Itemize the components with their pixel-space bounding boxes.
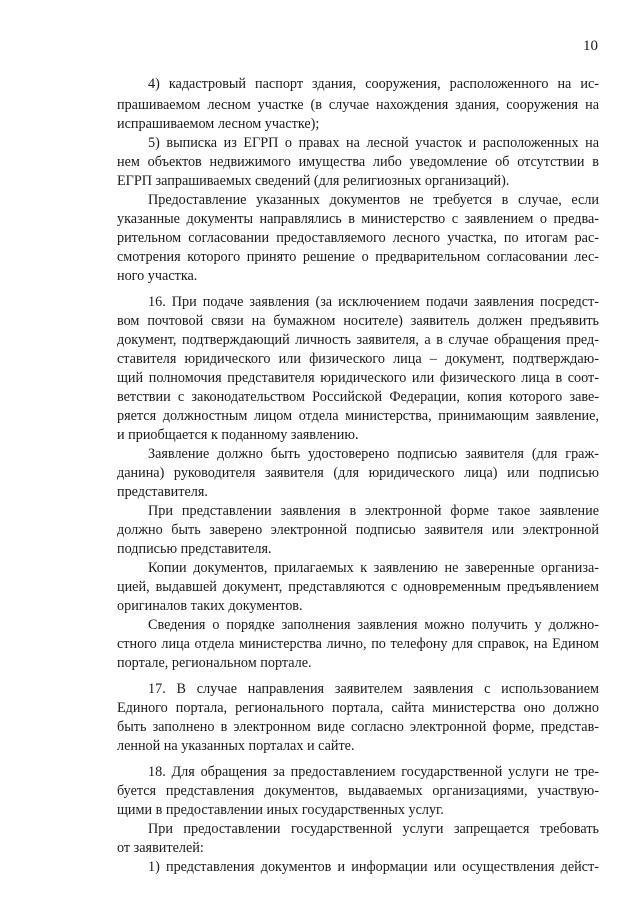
text-line: данина) руководителя заявителя (для юридического лица) или подписью	[117, 465, 599, 481]
text-line: указанные документы направлялись в министерство с заявлением о предва-	[117, 211, 599, 227]
text-line: документ, подтверждающий личность заявителя, а в случае обращения пред-	[117, 332, 599, 348]
text-line: При предоставлении государственной услуги запрещается требовать	[148, 821, 599, 837]
text-line: стного лица отдела министерства лично, по телефону для справок, на Едином	[117, 636, 599, 652]
text-line: вом почтовой связи на бумажном носителе) заявитель должен предъявить	[117, 313, 599, 329]
text-line: 5) выписка из ЕГРП о правах на лесной участок и расположенных на	[148, 135, 599, 151]
text-line: 4) кадастровый паспорт здания, сооружения, расположенного на ис-	[148, 76, 599, 92]
text-line: 1) представления документов и информации или осуществления дейст-	[148, 859, 599, 875]
text-line: ного участка.	[117, 268, 198, 284]
text-line: портале, региональном портале.	[117, 655, 312, 671]
text-line: и приобщается к поданному заявлению.	[117, 427, 359, 443]
text-line: быть заполнено в электронном виде согласно электронной форме, представ-	[117, 719, 599, 735]
text-line: рительном согласовании предоставляемого лесного участка, по итогам рас-	[117, 230, 599, 246]
text-line: от заявителей:	[117, 840, 204, 856]
text-line: Копии документов, прилагаемых к заявлению не заверенные организа-	[148, 560, 599, 576]
text-line: смотрения которого принято решение о предварительном согласовании лес-	[117, 249, 599, 265]
text-line: ставителя юридического или физического лица – документ, подтверждаю-	[117, 351, 599, 367]
text-line: ветствии с законодательством Российской Федерации, копия которого заве-	[117, 389, 599, 405]
text-line: При представлении заявления в электронной форме такое заявление	[148, 503, 599, 519]
text-line: 16. При подаче заявления (за исключением подачи заявления посредст-	[148, 294, 599, 310]
text-line: испрашиваемом лесном участке);	[117, 116, 320, 132]
text-line: ЕГРП запрашиваемых сведений (для религиозных организаций).	[117, 173, 510, 189]
text-line: прашиваемом лесном участке (в случае нахождения здания, сооружения на	[117, 97, 599, 113]
text-line: 18. Для обращения за предоставлением государственной услуги не тре-	[148, 764, 599, 780]
text-line: Предоставление указанных документов не требуется в случае, если	[148, 192, 599, 208]
text-line: ряется должностным лицом отдела министерства, принимающим заявление,	[117, 408, 599, 424]
text-line: щими в предоставлении иных государственных услуг.	[117, 802, 444, 818]
text-line: ленной на указанных порталах и сайте.	[117, 738, 355, 754]
text-line: щий полномочия представителя юридического или физического лица в соот-	[117, 370, 599, 386]
text-line: Сведения о порядке заполнения заявления можно получить у должно-	[148, 617, 599, 633]
text-line: оригиналов таких документов.	[117, 598, 303, 614]
text-line: цией, выдавшей документ, представляются с одновременным предъявлением	[117, 579, 599, 595]
text-line: Заявление должно быть удостоверено подписью заявителя (для граж-	[148, 446, 599, 462]
text-line: должно быть заверено электронной подписью заявителя или электронной	[117, 522, 599, 538]
text-line: буется представления документов, выдаваемых организациями, участвую-	[117, 783, 599, 799]
page-number: 10	[583, 38, 598, 54]
text-line: подписью представителя.	[117, 541, 272, 557]
text-line: 17. В случае направления заявителем заявления с использованием	[148, 681, 599, 697]
text-line: нем объектов недвижимого имущества либо уведомление об отсутствии в	[117, 154, 599, 170]
text-line: Единого портала, регионального портала, сайта министерства оно должно	[117, 700, 599, 716]
text-line: представителя.	[117, 484, 208, 500]
